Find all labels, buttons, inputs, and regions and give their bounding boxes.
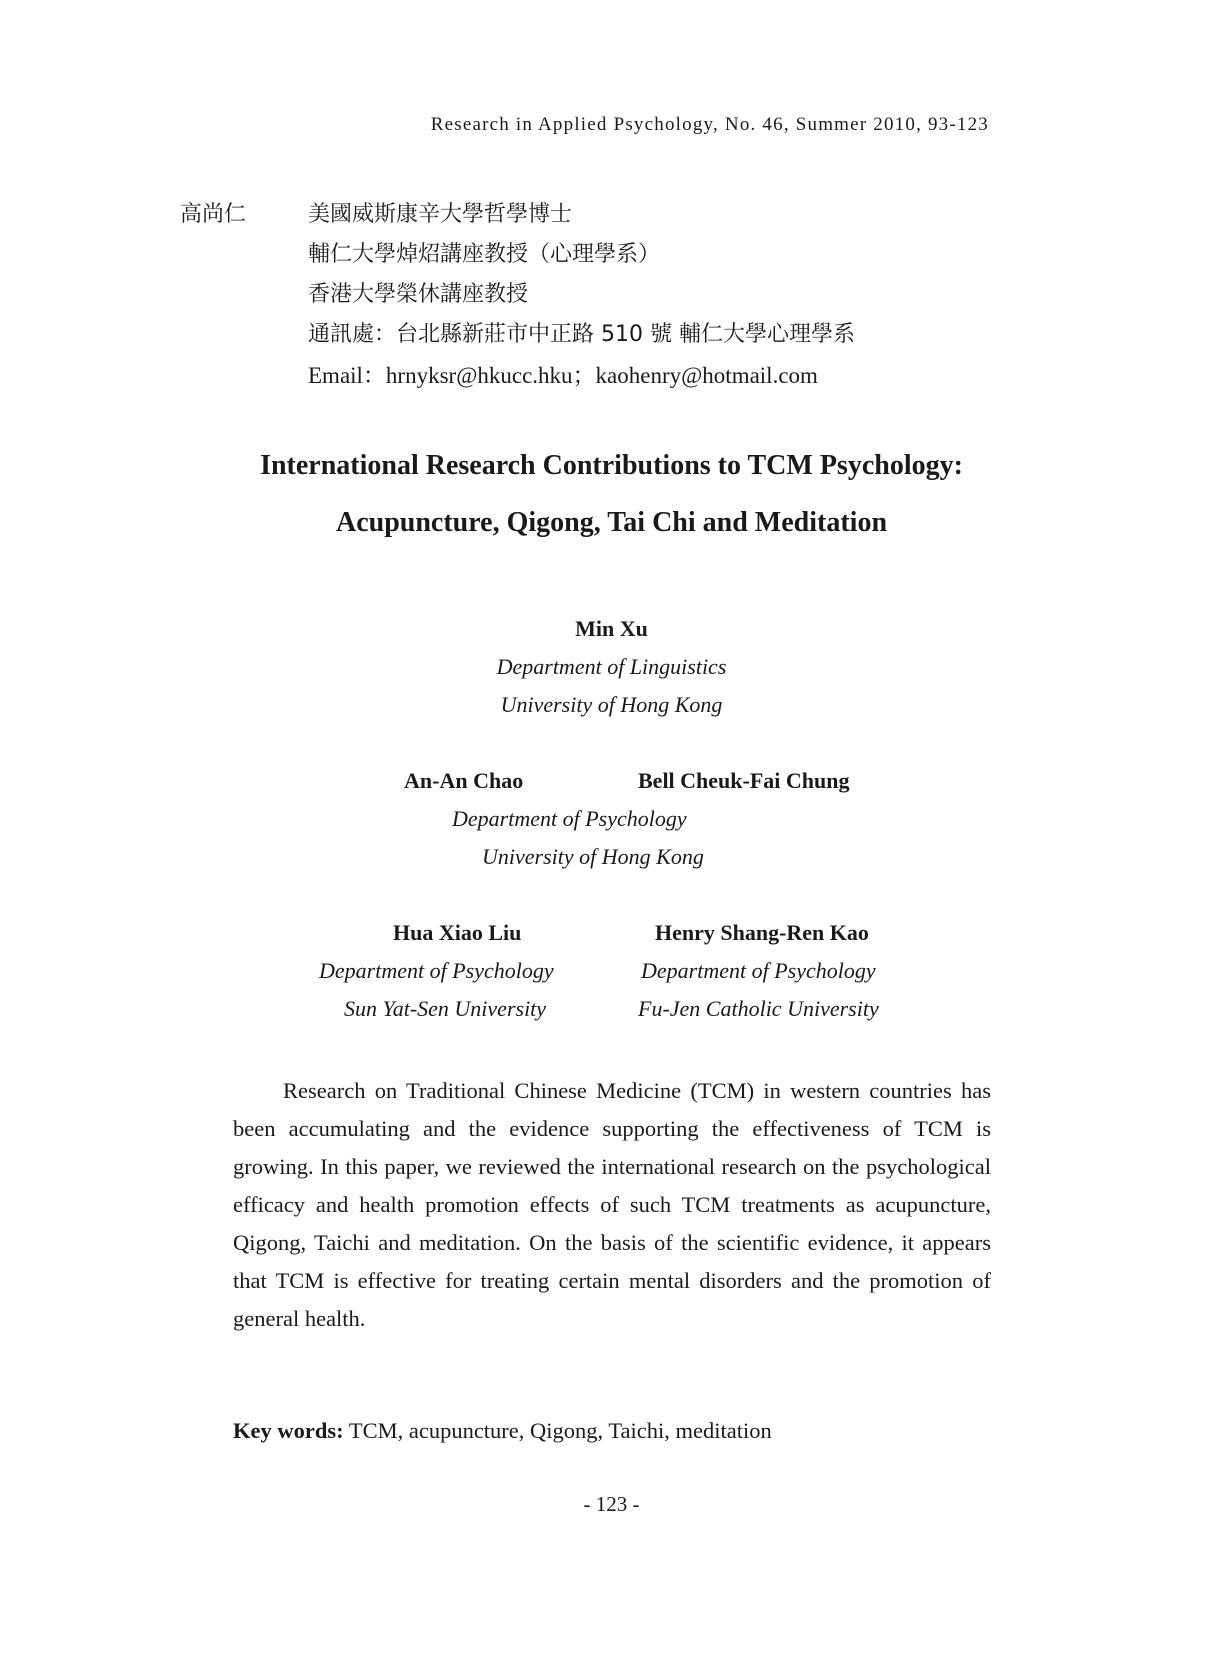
abstract-text: Research on Traditional Chinese Medicine (TCM) in western countries has been accumulating and the evidence supporting the effectiveness of TCM is growing. In this paper, we reviewed the international research on the psychological efficacy and health promotion effects of such TCM treatments as acupuncture, Qigong, Taichi and meditation. On the basis of the scientific evidence, it appears that TCM is effective for treating certain mental disorders and the promotion of general health. bbox=[233, 1078, 991, 1331]
author-name: Min Xu bbox=[575, 616, 648, 641]
author-name: An-An Chao bbox=[404, 768, 524, 793]
keywords-label: Key words: bbox=[233, 1418, 344, 1443]
author-name: Hua Xiao Liu bbox=[393, 920, 522, 945]
author-department: Department of Psychology bbox=[452, 806, 687, 831]
page-number: - 123 - bbox=[583, 1492, 640, 1516]
contact-line-email: Email：hrnyksr@hkucc.hku；kaohenry@hotmail.com bbox=[308, 363, 818, 388]
paper-title-line-1: International Research Contributions to TCM Psychology: bbox=[260, 450, 963, 481]
author-university: Sun Yat-Sen University bbox=[344, 996, 547, 1021]
keywords bbox=[233, 1418, 772, 1444]
contact-line-emeritus: 香港大學榮休講座教授 bbox=[308, 282, 529, 307]
contact-line-degree: 美國威斯康辛大學哲學博士 bbox=[308, 202, 573, 227]
paper-title-line-2: Acupuncture, Qigong, Tai Chi and Meditation bbox=[335, 507, 888, 538]
running-header: Research in Applied Psychology, No. 46, Summer 2010, 93-123 bbox=[430, 114, 989, 135]
author-department: Department of Linguistics bbox=[496, 654, 727, 679]
contact-author-name: 高尚仁 bbox=[180, 202, 247, 227]
keywords-list: TCM, acupuncture, Qigong, Taichi, meditation bbox=[348, 1418, 772, 1443]
author-university: University of Hong Kong bbox=[482, 844, 704, 869]
author-name: Henry Shang-Ren Kao bbox=[655, 920, 869, 945]
contact-line-position: 輔仁大學焯炤講座教授（心理學系） bbox=[308, 242, 661, 267]
author-university: University of Hong Kong bbox=[500, 692, 723, 717]
author-university: Fu-Jen Catholic University bbox=[638, 996, 879, 1021]
author-department: Department of Psychology bbox=[641, 958, 876, 983]
author-department: Department of Psychology bbox=[319, 958, 554, 983]
contact-line-address: 通訊處：台北縣新莊市中正路 510 號 輔仁大學心理學系 bbox=[308, 322, 855, 347]
author-name: Bell Cheuk-Fai Chung bbox=[638, 768, 850, 793]
